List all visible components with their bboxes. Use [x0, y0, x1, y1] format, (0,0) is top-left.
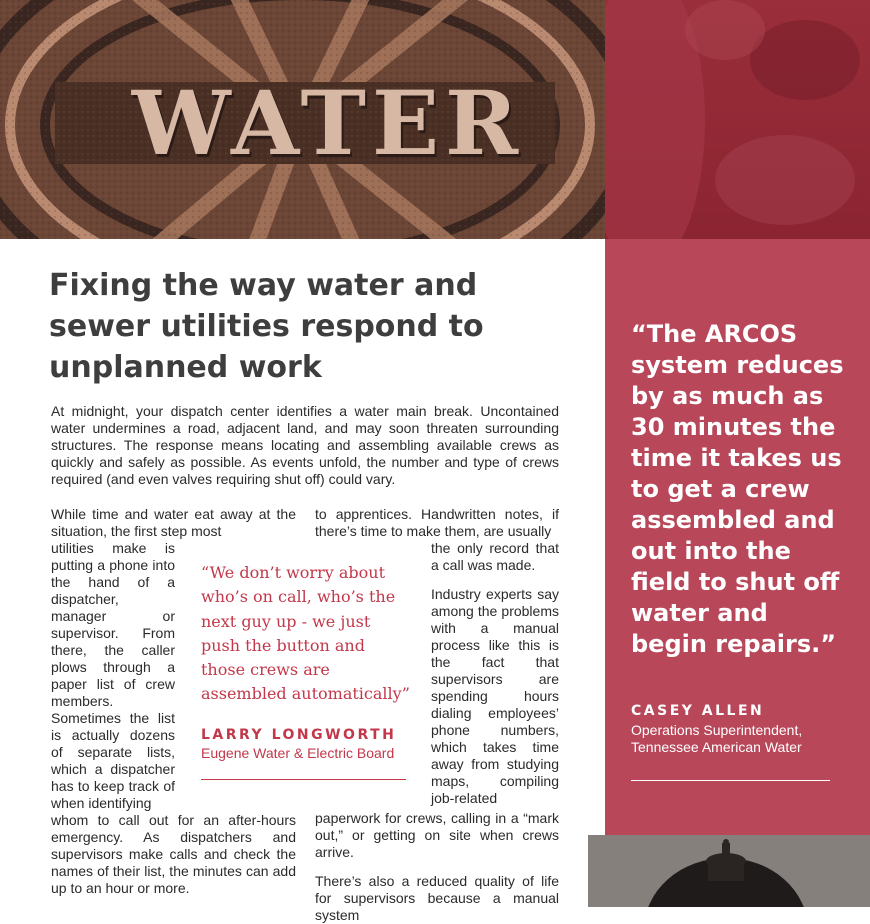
hero-image — [0, 0, 605, 239]
sidebar-quote-panel — [605, 239, 870, 835]
column1-text-b: utilities make is putting a phone into the hand of a dispatcher, manager or supervisor. From there, the caller plows through a paper list of crew members. Sometimes the list is actually dozens of separate lists, which a dispatcher has to keep track of when identifying — [51, 540, 175, 811]
sidebar-quote: “The ARCOS system reduces by as much as 30 minutes the time it takes us to get a crew assembled and out into the field to shut off water and begin repairs.” — [631, 320, 844, 658]
column1-text-c: whom to call out for an after-hours emergency. As dispatchers and supervisors make calls and check the names of their list, the minutes can add up to an hour or more. — [51, 812, 296, 896]
bottom-photo — [588, 835, 870, 907]
column2-text-b: the only record that a call was made. — [431, 540, 559, 573]
sidebar-divider — [631, 780, 830, 781]
hero-water-text: WATER — [131, 71, 525, 175]
page-title: Fixing the way water and sewer utilities respond to unplanned work — [49, 268, 484, 385]
hero-right-texture — [605, 0, 870, 239]
pull-quote-divider — [201, 779, 406, 780]
pull-quote-org: Eugene Water & Electric Board — [201, 745, 395, 761]
dome-graphic — [588, 835, 870, 907]
sidebar-quote-name: CASEY ALLEN — [631, 703, 765, 719]
column2-text-d: paperwork for crews, calling in a “mark out,” or getting on site when crews arrive. — [315, 810, 559, 860]
column1-text-a: While time and water eat away at the situation, the first step most — [51, 506, 296, 539]
column2-text-a: to apprentices. Handwritten notes, if there’s time to make them, are usually — [315, 506, 559, 539]
sidebar-quote-title: Operations Superintendent, Tennessee American Water — [631, 722, 803, 755]
column2-text-c: Industry experts say among the problems with a manual process like this is the fact that supervisors are spending hours dialing employees’ phone numbers, which takes time away from studying maps, compiling job-related — [431, 586, 559, 806]
pull-quote: “We don’t worry about who’s on call, who’s the next guy up - we just push the button and those crews are assembled automatically” — [201, 563, 410, 704]
intro-paragraph: At midnight, your dispatch center identifies a water main break. Uncontained water undermines a road, adjacent land, and may soon threaten surrounding structures. The response means locating and assembling available crews as quickly and safely as possible. As events unfold, the number and type of crews required (and even valves requiring shut off) could vary. — [51, 403, 559, 487]
pull-quote-name: LARRY LONGWORTH — [201, 727, 397, 743]
column2-text-e: There’s also a reduced quality of life for supervisors because a manual system — [315, 873, 559, 923]
hero-right-panel — [605, 0, 870, 239]
